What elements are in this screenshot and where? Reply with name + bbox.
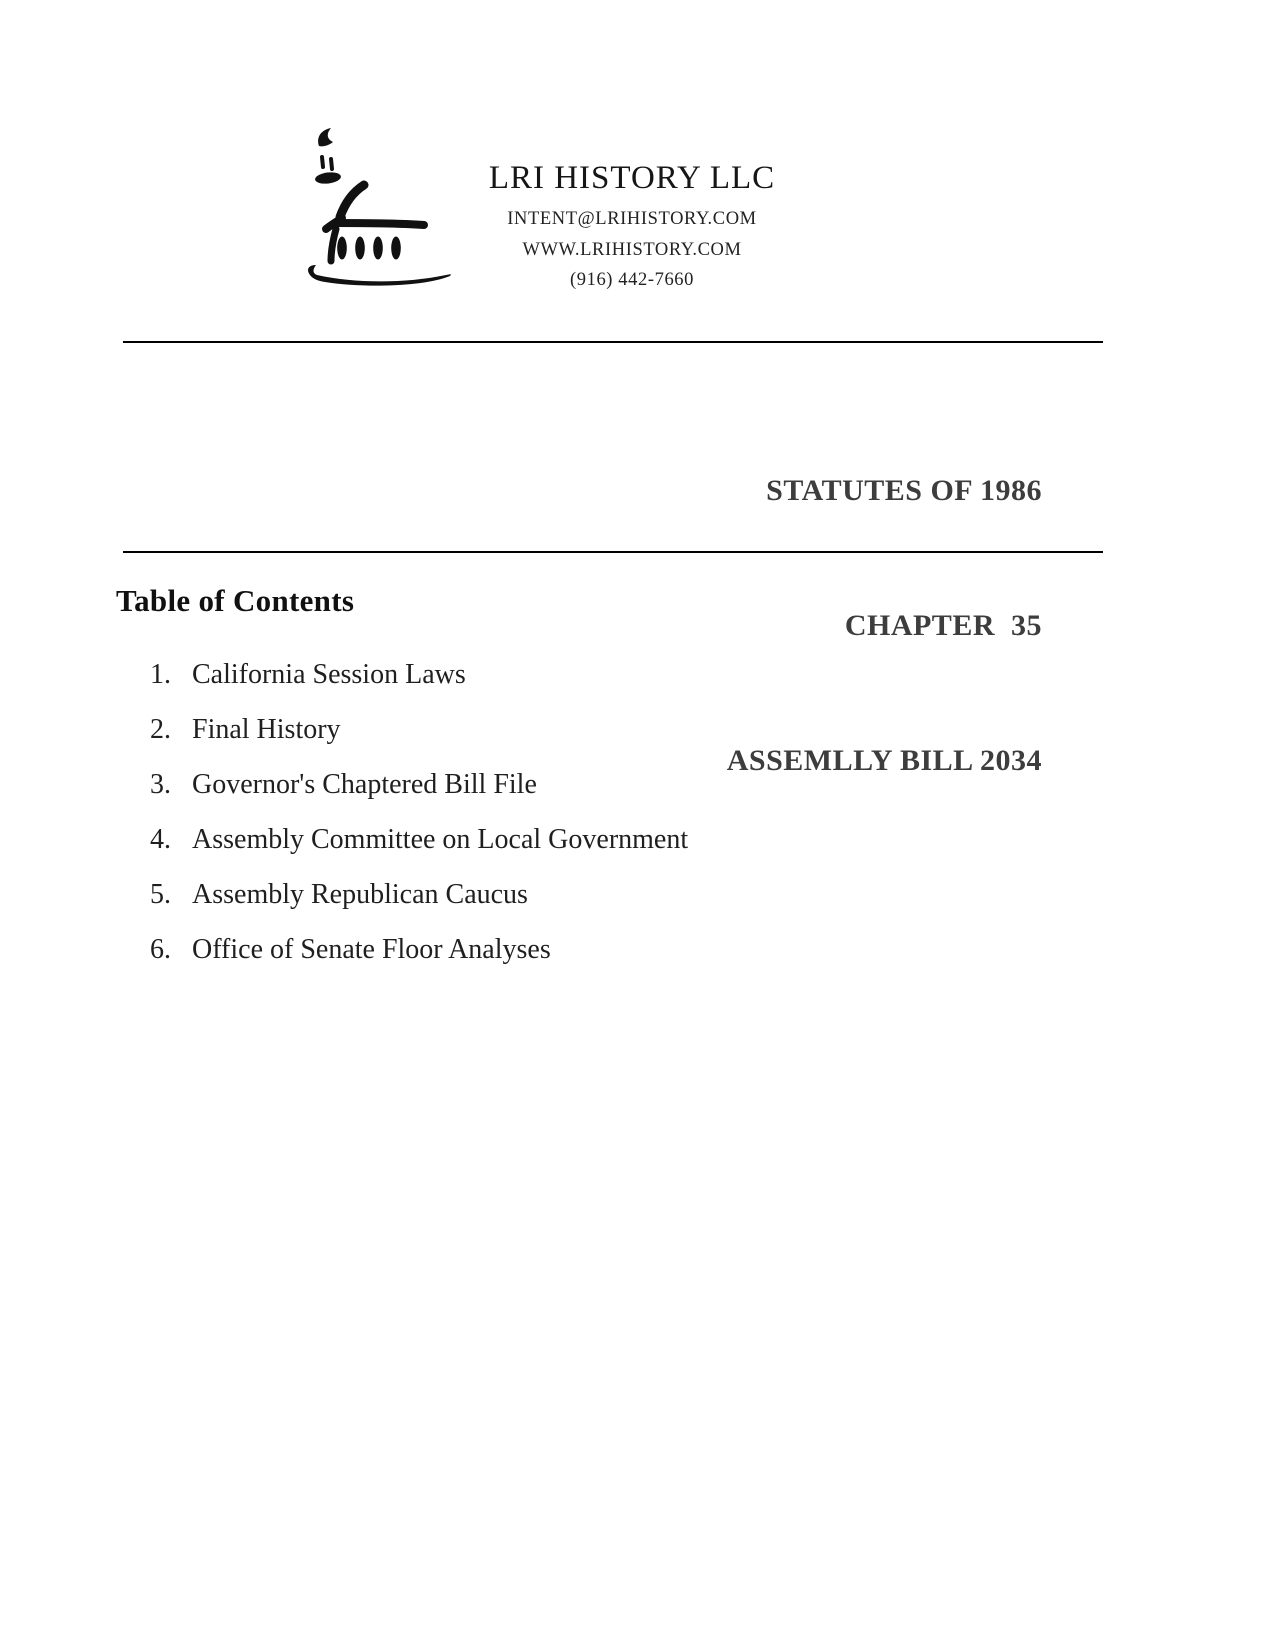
logo-dash (322, 157, 323, 167)
toc-item-label: Final History (192, 714, 341, 745)
statutes-year-line: STATUTES OF 1986 (766, 474, 1042, 507)
horizontal-rule-bottom (123, 551, 1103, 553)
toc-item (150, 702, 688, 757)
logo-column (355, 237, 365, 260)
toc-item-number: 1. (150, 659, 171, 690)
chapter-line: CHAPTER 35 (844, 609, 1042, 642)
logo-lantern (314, 171, 341, 185)
logo-column (337, 237, 347, 260)
company-email: INTENT@LRIHISTORY.COM (507, 209, 757, 229)
toc-item-label: Governor's Chaptered Bill File (192, 769, 537, 800)
logo-pennant (318, 128, 333, 146)
toc-item-label: California Session Laws (192, 659, 466, 690)
company-name: LRI HISTORY LLC (488, 160, 776, 196)
toc-item (150, 757, 688, 812)
logo-left-stroke (331, 229, 336, 261)
company-website: WWW.LRIHISTORY.COM (522, 239, 742, 260)
company-phone: (916) 442-7660 (569, 270, 694, 290)
statutes-title-block (727, 378, 1042, 873)
toc-item-number: 3. (150, 769, 171, 800)
logo-dome-curve (340, 185, 364, 217)
horizontal-rule-top (123, 341, 1103, 343)
logo-column (391, 237, 401, 260)
toc-item-number: 6. (150, 934, 171, 965)
toc-heading: Table of Contents (116, 583, 355, 618)
bill-line: ASSEMLLY BILL 2034 (726, 744, 1042, 777)
toc-item (150, 922, 688, 977)
logo-dash (331, 159, 332, 169)
toc-item-label: Assembly Committee on Local Government (192, 824, 689, 855)
toc-item-number: 2. (150, 714, 171, 745)
letterhead (442, 160, 822, 296)
toc-item (150, 867, 688, 922)
toc-item (150, 647, 688, 702)
toc-list (150, 647, 688, 977)
logo-base-swoosh (308, 265, 451, 286)
toc-item-number: 5. (150, 879, 171, 910)
toc-item-label: Office of Senate Floor Analyses (192, 934, 551, 965)
logo-dome-base (335, 223, 424, 225)
toc-item-number: 4. (150, 824, 171, 855)
toc-item (150, 812, 688, 867)
toc-item-label: Assembly Republican Caucus (192, 879, 528, 910)
logo-column (373, 237, 383, 260)
